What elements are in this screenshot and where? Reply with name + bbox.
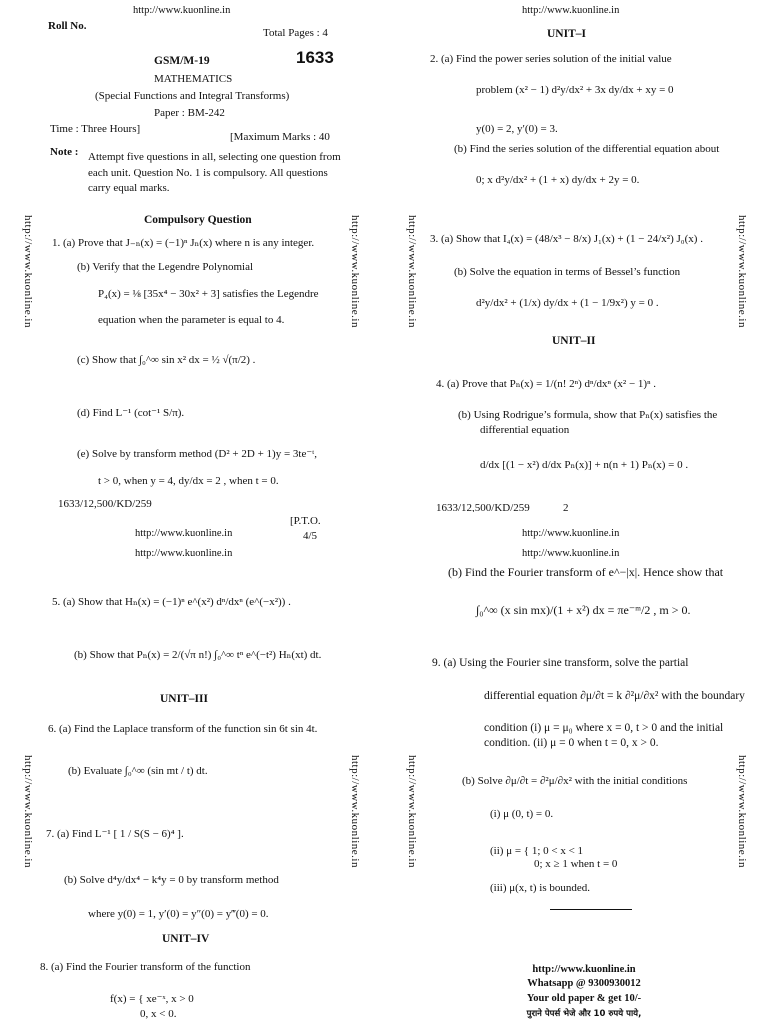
question-7b-line2: where y(0) = 1, y′(0) = y″(0) = y‴(0) = 0. <box>88 908 269 920</box>
site-url[interactable]: http://www.kuonline.in <box>133 5 231 16</box>
side-watermark: http://www.kuonline.in <box>22 215 34 328</box>
question-2a-line1: 2. (a) Find the power series solution of the initial value <box>430 53 672 65</box>
side-watermark: http://www.kuonline.in <box>736 755 748 868</box>
side-watermark: http://www.kuonline.in <box>349 215 361 328</box>
footer-page-number: 2 <box>563 502 569 514</box>
site-url[interactable]: http://www.kuonline.in <box>135 548 233 559</box>
side-watermark: http://www.kuonline.in <box>22 755 34 868</box>
compulsory-heading: Compulsory Question <box>144 214 252 226</box>
side-watermark: http://www.kuonline.in <box>406 755 418 868</box>
question-9b-line1: (b) Solve ∂μ/∂t = ∂²μ/∂x² with the initial conditions <box>462 775 688 787</box>
promo-whatsapp: Whatsapp @ 9300930012 <box>527 978 641 989</box>
roll-no-label: Roll No. <box>48 20 87 32</box>
pto-label: [P.T.O. <box>290 515 321 527</box>
question-6b: (b) Evaluate ∫₀^∞ (sin mt / t) dt. <box>68 765 208 777</box>
question-4b-line1: (b) Using Rodrigue’s formula, show that Pₙ(x) satisfies the <box>458 409 718 421</box>
question-8-function-line2: 0, x < 0. <box>140 1008 177 1020</box>
question-2a-line2: problem (x² − 1) d²y/dx² + 3x dy/dx + xy = 0 <box>476 84 674 96</box>
page-fraction: 4/5 <box>303 530 318 542</box>
question-9a-line4: condition. (ii) μ = 0 when t = 0, x > 0. <box>484 737 659 749</box>
paper-number: 1633 <box>296 48 334 67</box>
question-2a-line3: y(0) = 2, y′(0) = 3. <box>476 123 558 135</box>
question-7a: 7. (a) Find L⁻¹ [ 1 / S(S − 6)⁴ ]. <box>46 828 184 840</box>
question-9a-line2: differential equation ∂μ/∂t = k ∂²μ/∂x² with the boundary <box>484 690 745 702</box>
question-8-function-line1: f(x) = { xe⁻ˣ, x > 0 <box>110 993 194 1005</box>
question-9a-line3: condition (i) μ = μ₀ where x = 0, t > 0 and the initial <box>484 722 724 734</box>
question-9a-line1: 9. (a) Using the Fourier sine transform, solve the partial <box>432 657 689 669</box>
note-label: Note : <box>50 146 79 158</box>
question-3b-line2: d²y/dx² + (1/x) dy/dx + (1 − 1/9x²) y = 0 . <box>476 297 659 309</box>
note-line: carry equal marks. <box>88 182 170 194</box>
question-1c: (c) Show that ∫₀^∞ sin x² dx = ½ √(π/2) . <box>77 354 256 366</box>
unit-1-heading: UNIT–I <box>547 28 586 40</box>
note-line: Attempt five questions in all, selecting one question from <box>88 151 341 163</box>
question-2b-line1: (b) Find the series solution of the differential equation about <box>454 143 720 155</box>
question-3b-line1: (b) Solve the equation in terms of Bessel’s function <box>454 266 681 278</box>
question-1b-line2: P₄(x) = ⅛ [35x⁴ − 30x² + 3] satisfies the Legendre <box>98 288 319 300</box>
question-6a: 6. (a) Find the Laplace transform of the function sin 6t sin 4t. <box>48 723 318 735</box>
question-9b-condition-ii-line2: 0; x ≥ 1 when t = 0 <box>534 858 618 870</box>
page-bottom-left <box>0 540 384 1024</box>
paper-name: Paper : BM-242 <box>154 107 225 119</box>
site-url[interactable]: http://www.kuonline.in <box>522 528 620 539</box>
side-watermark: http://www.kuonline.in <box>736 215 748 328</box>
page-top-right <box>384 0 768 512</box>
page-bottom-right <box>384 540 768 1024</box>
subject-title: MATHEMATICS <box>154 73 233 85</box>
subject-subtitle: (Special Functions and Integral Transforms) <box>95 90 290 102</box>
paper-code: GSM/M-19 <box>154 55 210 67</box>
footer-code: 1633/12,500/KD/259 <box>436 502 530 512</box>
question-2b-line2: 0; x d²y/dx² + (1 + x) dy/dx + 2y = 0. <box>476 174 640 186</box>
footer-code: 1633/12,500/KD/259 <box>58 498 152 510</box>
question-4b-line3: d/dx [(1 − x²) d/dx Pₙ(x)] + n(n + 1) Pₙ(x) = 0 . <box>480 459 689 471</box>
question-9b-condition-iii: (iii) μ(x, t) is bounded. <box>490 882 590 894</box>
question-1a: 1. (a) Prove that J₋ₙ(x) = (−1)ⁿ Jₙ(x) where n is any integer. <box>52 237 315 249</box>
question-1b-line1: (b) Verify that the Legendre Polynomial <box>77 261 254 273</box>
question-3a: 3. (a) Show that I₄(x) = (48/x³ − 8/x) J₁(x) + (1 − 24/x²) J₀(x) . <box>430 233 703 245</box>
site-url[interactable]: http://www.kuonline.in <box>522 548 620 559</box>
page-top-left <box>0 0 384 512</box>
question-1b-line3: equation when the parameter is equal to 4. <box>98 314 285 326</box>
question-9b-condition-i: (i) μ (0, t) = 0. <box>490 808 554 820</box>
question-1e-line1: (e) Solve by transform method (D² + 2D + 1)y = 3te⁻ᵗ, <box>77 448 317 460</box>
unit-4-heading: UNIT–IV <box>162 933 210 945</box>
question-8b-line2: ∫₀^∞ (x sin mx)/(1 + x²) dx = πe⁻ᵐ/2 , m > 0. <box>476 603 691 617</box>
site-url[interactable]: http://www.kuonline.in <box>522 5 620 16</box>
question-1e-line2: t > 0, when y = 4, dy/dx = 2 , when t = 0. <box>98 475 279 487</box>
end-rule <box>550 909 632 910</box>
max-marks: [Maximum Marks : 40 <box>230 131 330 143</box>
promo-hindi: पुराने पेपर्स भेजे और 10 रुपये पाये, <box>526 1009 642 1019</box>
question-5b: (b) Show that Pₙ(x) = 2/(√π n!) ∫₀^∞ tⁿ e^(−t²) Hₙ(xt) dt. <box>74 649 322 661</box>
question-9b-condition-ii-line1: (ii) μ = { 1; 0 < x < 1 <box>490 845 584 857</box>
site-url[interactable]: http://www.kuonline.in <box>135 528 233 539</box>
question-7b-line1: (b) Solve d⁴y/dx⁴ − k⁴y = 0 by transform method <box>64 874 279 886</box>
question-5a: 5. (a) Show that Hₙ(x) = (−1)ⁿ e^(x²) dⁿ/dxⁿ (e^(−x²)) . <box>52 596 291 608</box>
question-8b-line1: (b) Find the Fourier transform of e^−|x|. Hence show that <box>448 565 724 579</box>
note-line: each unit. Question No. 1 is compulsory. All questions <box>88 167 328 179</box>
total-pages: Total Pages : 4 <box>263 27 328 39</box>
unit-3-heading: UNIT–III <box>160 693 208 705</box>
promo-url[interactable]: http://www.kuonline.in <box>532 964 636 975</box>
question-8a: 8. (a) Find the Fourier transform of the function <box>40 961 251 973</box>
promo-offer: Your old paper & get 10/- <box>526 993 642 1004</box>
side-watermark: http://www.kuonline.in <box>349 755 361 868</box>
question-1d: (d) Find L⁻¹ (cot⁻¹ S/π). <box>77 407 185 419</box>
time-allowed: Time : Three Hours] <box>50 123 141 135</box>
side-watermark: http://www.kuonline.in <box>406 215 418 328</box>
question-4b-line2: differential equation <box>480 424 570 436</box>
unit-2-heading: UNIT–II <box>552 335 596 347</box>
question-4a: 4. (a) Prove that Pₙ(x) = 1/(n! 2ⁿ) dⁿ/dxⁿ (x² − 1)ⁿ . <box>436 378 657 390</box>
